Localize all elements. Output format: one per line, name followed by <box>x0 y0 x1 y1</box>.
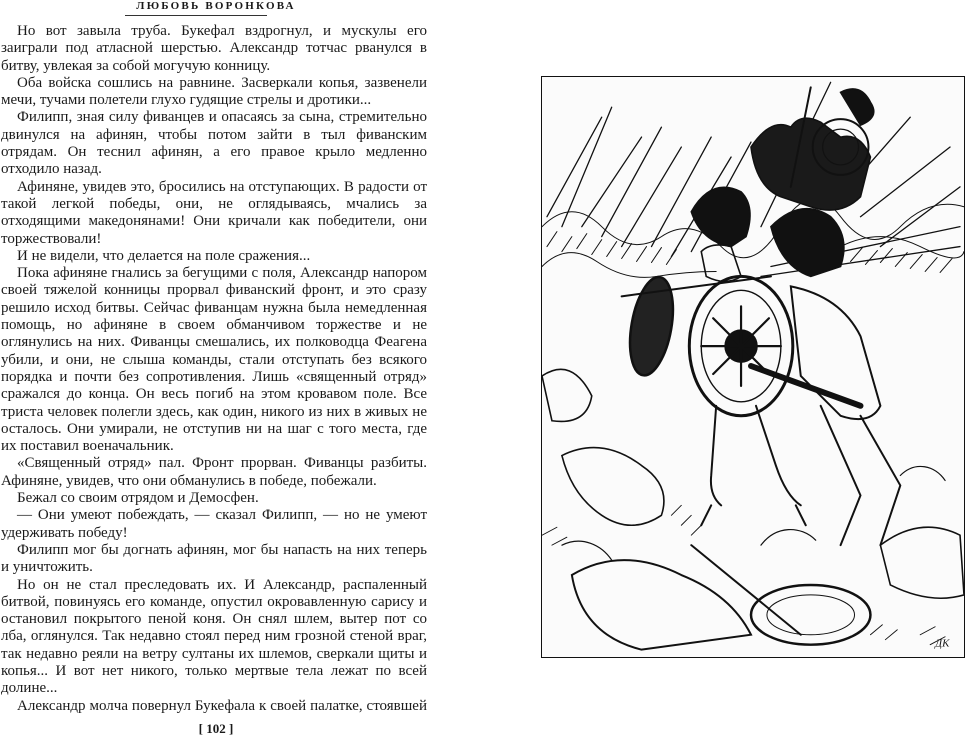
paragraph: Филипп мог бы догнать афинян, мог бы напасть на них теперь и уничтожить. <box>1 541 427 576</box>
paragraph: Пока афиняне гнались за бегущими с поля, Александр напором своей тяжелой конницы прорвал фиванский фронт, и это сразу решило исход битвы. Сейчас фиванцам нужна была немедленная помощь, но афиняне в своем обманчивом торжестве и не оглянулись на них. Фиванцы смешались, их полководца Феагена убили, и они, не слыша команды, стали отступать без всякого порядка и почти без сопротивления. Лишь «священный отряд» сражался до конца. Он весь погиб на этом кровавом поле. Все триста человек полегли здесь, как один, никого из них в живых не осталось. Они умирали, не отступив ни на шаг с того места, где их поставил военачальник. <box>1 265 427 455</box>
horse-rider <box>751 87 874 210</box>
battle-illustration <box>541 76 965 658</box>
paragraph: «Священный отряд» пал. Фронт прорван. Фиванцы разбиты. Афиняне, увидев, что они обманулись в победе, побежали. <box>1 455 427 489</box>
fallen-soldiers <box>542 369 964 649</box>
paragraph: Филипп, зная силу фиванцев и опасаясь за сына, стремительно двинулся на афинян, чтобы потом зайти в тыл фиванским отрядам. Он теснил афинян, а его правое крыло медленно отходило назад. <box>1 109 427 178</box>
body-text <box>1 23 427 713</box>
artist-signature: ДК <box>935 637 950 650</box>
running-head: ЛЮБОВЬ ВОРОНКОВА <box>136 0 296 12</box>
paragraph: Но вот завыла труба. Букефал вздрогнул, и мускулы его заиграли под атласной шерстью. Александр тотчас рванулся в битву, увлекая за собой могучую конницу. <box>1 23 427 74</box>
crowd-hatching <box>542 199 964 277</box>
paragraph: И не видели, что делается на поле сражения... <box>17 247 311 264</box>
paragraph: Оба войска сошлись на равнине. Засверкали копья, зазвенели мечи, тучами полетели глухо гудящие стрелы и дротики... <box>1 74 427 109</box>
paragraph: Но он не стал преследовать их. И Александр, распаленный битвой, повинуясь его команде, опустил окровавленную сарису и остановил покрытого пеной коня. Он снял шлем, вытер пот со лба, оглянулся. Так недавно стоял перед ним грозной стеной враг, так недавно реяли на ветру султаны их шлемов, сверкали щиты и копья... И вот нет никого, только мертвые тела лежат по всей долине... <box>1 576 427 697</box>
spears <box>547 82 960 276</box>
paragraph: Александр молча повернул Букефала к своей палатке, стоявшей <box>17 697 427 713</box>
header-rule <box>125 15 267 16</box>
paragraph: — Они умеют побеждать, — сказал Филипп, — но не умеют удерживать победу! <box>1 507 427 541</box>
paragraph: Афиняне, увидев это, бросились на отступающих. В радости от такой легкой победы, они, не оглядываясь, мчались за отходящими македонянами! Они кричали как победители, они торжествовали! <box>1 178 427 247</box>
paragraph: Бежал со своим отрядом и Демосфен. <box>17 490 259 507</box>
page-number: [ 102 ] <box>198 721 234 736</box>
battle-engraving <box>542 77 964 657</box>
